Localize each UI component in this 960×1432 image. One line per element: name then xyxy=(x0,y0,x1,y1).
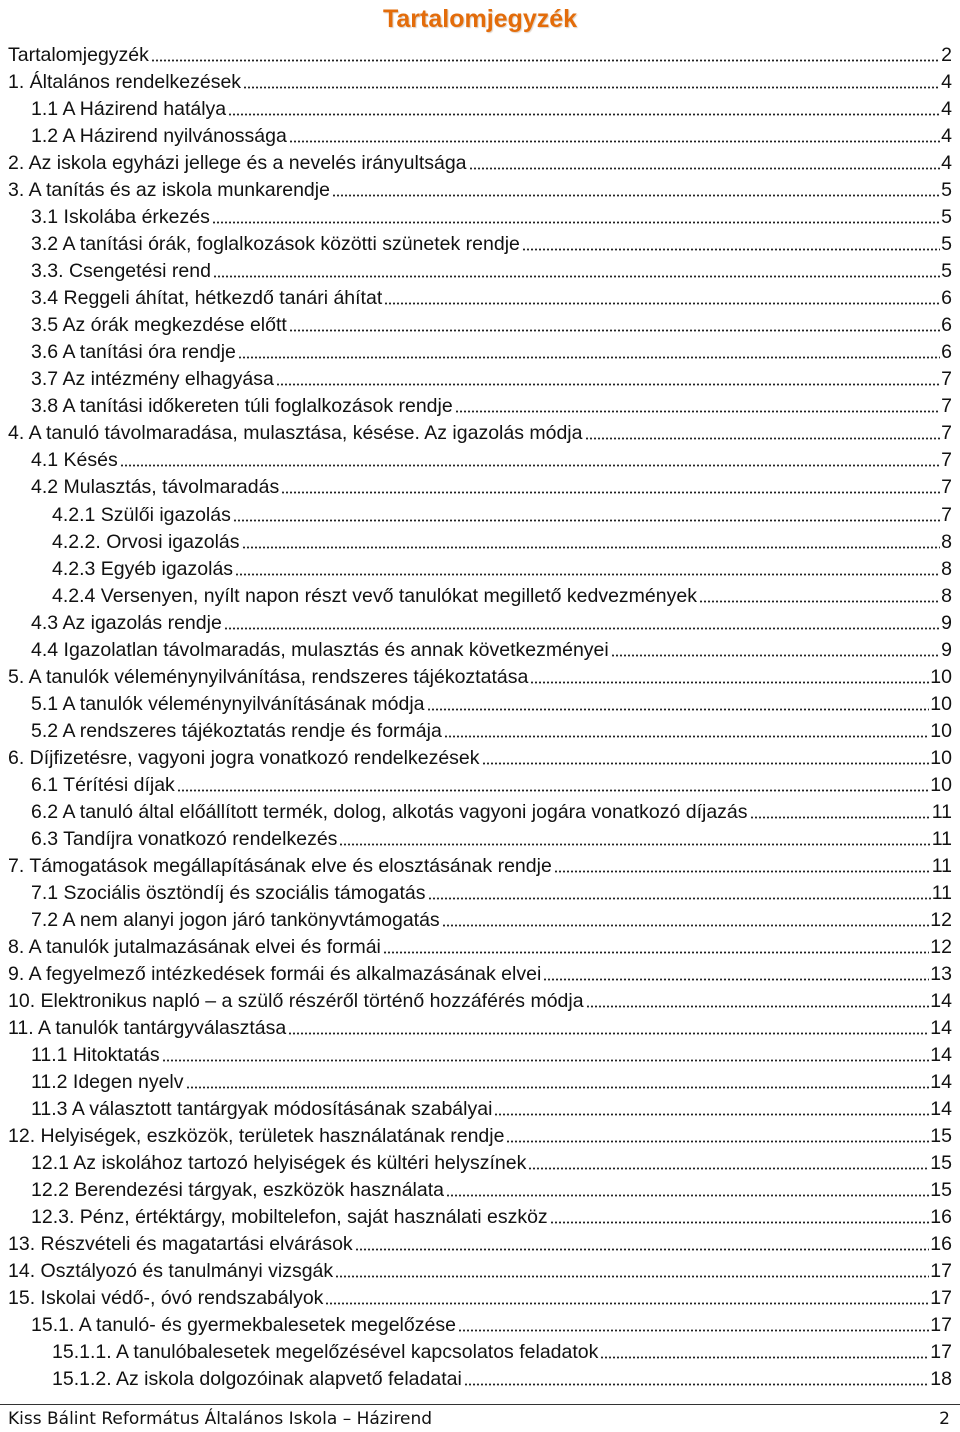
toc-entry[interactable] xyxy=(0,716,952,743)
toc-entry-page: 15 xyxy=(930,1125,952,1148)
toc-entry-page: 11 xyxy=(931,854,952,877)
toc-entry-page: 8 xyxy=(941,530,952,553)
page-footer xyxy=(0,1404,960,1432)
toc-entry-label: 11.2 Idegen nyelv xyxy=(31,1071,184,1094)
toc-entry[interactable] xyxy=(0,1067,952,1094)
toc-entry-page: 8 xyxy=(941,557,952,580)
toc-entry-label: 14. Osztályozó és tanulmányi vizsgák xyxy=(8,1260,334,1283)
toc-entry-label: 15.1.2. Az iskola dolgozóinak alapvető feladatai xyxy=(52,1368,462,1391)
toc-dot-leader xyxy=(586,1005,930,1008)
toc-entry-label: 12.3. Pénz, értéktárgy, mobiltelefon, saját használati eszköz xyxy=(31,1206,548,1229)
toc-dot-leader xyxy=(455,410,940,413)
toc-entry-page: 4 xyxy=(941,152,952,175)
toc-entry-label: 3.6 A tanítási óra rendje xyxy=(31,341,236,364)
toc-entry-page: 16 xyxy=(930,1206,952,1229)
toc-dot-leader xyxy=(750,816,931,819)
toc-entry[interactable] xyxy=(0,608,952,635)
toc-dot-leader xyxy=(469,167,941,170)
toc-entry-page: 4 xyxy=(941,98,952,121)
toc-entry[interactable] xyxy=(0,310,952,337)
toc-entry-label: 4.2.1 Szülői igazolás xyxy=(52,503,231,526)
toc-entry-page: 16 xyxy=(930,1233,952,1256)
toc-entry[interactable] xyxy=(0,824,952,851)
toc-entry-label: 1.1 A Házirend hatálya xyxy=(31,98,227,121)
toc-entry[interactable] xyxy=(0,445,952,472)
toc-entry[interactable] xyxy=(0,797,952,824)
toc-entry[interactable] xyxy=(0,364,952,391)
toc-dot-leader xyxy=(543,978,929,981)
toc-entry-label: 6. Díjfizetésre, vagyoni jogra vonatkozó rendelkezések xyxy=(8,746,480,769)
toc-entry[interactable] xyxy=(0,1148,952,1175)
toc-dot-leader xyxy=(458,1329,929,1332)
toc-dot-leader xyxy=(506,1140,929,1143)
toc-entry[interactable] xyxy=(0,94,952,121)
toc-entry-label: 11.1 Hitoktatás xyxy=(31,1044,160,1067)
toc-entry-page: 6 xyxy=(941,314,952,337)
toc-dot-leader xyxy=(611,654,940,657)
toc-entry[interactable] xyxy=(0,581,952,608)
toc-dot-leader xyxy=(228,113,940,116)
toc-entry-page: 5 xyxy=(941,260,952,283)
toc-entry-label: 15.1.1. A tanulóbalesetek megelőzésével kapcsolatos feladatok xyxy=(52,1341,599,1364)
toc-dot-leader xyxy=(554,870,931,873)
toc-entry[interactable] xyxy=(0,1283,952,1310)
toc-entry-page: 12 xyxy=(930,935,952,958)
toc-dot-leader xyxy=(355,1248,930,1251)
toc-entry-label: 4.2.4 Versenyen, nyílt napon részt vevő tanulókat megillető kedvezmények xyxy=(52,584,697,607)
toc-dot-leader xyxy=(233,519,940,522)
toc-dot-leader xyxy=(151,59,940,62)
toc-entry-label: 6.1 Térítési díjak xyxy=(31,773,175,796)
toc-entry[interactable] xyxy=(0,635,952,662)
toc-entry[interactable] xyxy=(0,1337,952,1364)
toc-entry-label: 4.2 Mulasztás, távolmaradás xyxy=(31,476,280,499)
toc-dot-leader xyxy=(276,383,940,386)
toc-entry-label: 10. Elektronikus napló – a szülő részéről történő hozzáférés módja xyxy=(8,990,584,1013)
toc-entry-page: 17 xyxy=(930,1314,952,1337)
toc-entry-label: 8. A tanulók jutalmazásának elvei és formái xyxy=(8,935,381,958)
toc-dot-leader xyxy=(600,1356,929,1359)
toc-dot-leader xyxy=(177,789,930,792)
toc-dot-leader xyxy=(494,1113,929,1116)
toc-entry-label: 3.1 Iskolába érkezés xyxy=(31,206,210,229)
toc-entry-page: 11 xyxy=(931,881,952,904)
toc-entry-page: 14 xyxy=(930,1017,952,1040)
toc-entry[interactable] xyxy=(0,500,952,527)
toc-dot-leader xyxy=(699,600,940,603)
toc-entry-label: 15.1. A tanuló- és gyermekbalesetek megelőzése xyxy=(31,1314,456,1337)
toc-entry-page: 15 xyxy=(930,1179,952,1202)
toc-entry-label: 3.7 Az intézmény elhagyása xyxy=(31,368,274,391)
toc-entry-page: 7 xyxy=(941,395,952,418)
footer-page-number: 2 xyxy=(939,1409,950,1429)
toc-dot-leader xyxy=(444,735,929,738)
toc-entry-label: Tartalomjegyzék xyxy=(8,44,149,66)
toc-dot-leader xyxy=(530,681,929,684)
toc-entry[interactable] xyxy=(0,905,952,932)
toc-entry[interactable] xyxy=(0,1202,952,1229)
toc-dot-leader xyxy=(335,1275,929,1278)
toc-entry[interactable] xyxy=(0,148,952,175)
toc-entry-page: 6 xyxy=(941,341,952,364)
toc-entry-page: 14 xyxy=(930,1044,952,1067)
toc-entry-label: 12.1 Az iskolához tartozó helyiségek és kültéri helyszínek xyxy=(31,1152,527,1175)
toc-dot-leader xyxy=(212,221,940,224)
toc-entry-label: 7. Támogatások megállapításának elve és elosztásának rendje xyxy=(8,854,552,877)
toc-entry[interactable] xyxy=(0,1040,952,1067)
toc-entry-page: 5 xyxy=(941,179,952,202)
toc-dot-leader xyxy=(243,86,940,89)
toc-entry[interactable] xyxy=(0,67,952,94)
toc-dot-leader xyxy=(585,437,941,440)
toc-entry-label: 6.3 Tandíjra vonatkozó rendelkezés xyxy=(31,827,338,850)
toc-dot-leader xyxy=(383,951,929,954)
toc-dot-leader xyxy=(384,302,940,305)
toc-dot-leader xyxy=(281,491,940,494)
toc-entry-page: 10 xyxy=(930,719,952,742)
toc-entry[interactable] xyxy=(0,283,952,310)
toc-dot-leader xyxy=(289,140,940,143)
toc-dot-leader xyxy=(186,1086,930,1089)
toc-entry-page: 7 xyxy=(941,503,952,526)
toc-entry-page: 14 xyxy=(930,1071,952,1094)
toc-dot-leader xyxy=(446,1194,929,1197)
toc-entry-page: 7 xyxy=(941,368,952,391)
footer-school-name: Kiss Bálint Református Általános Iskola – Házirend xyxy=(8,1409,433,1429)
toc-dot-leader xyxy=(162,1059,930,1062)
toc-entry[interactable] xyxy=(0,418,952,445)
toc-entry-page: 10 xyxy=(930,692,952,715)
toc-dot-leader xyxy=(235,573,940,576)
toc-entry[interactable] xyxy=(0,851,952,878)
toc-entry[interactable] xyxy=(0,1094,952,1121)
toc-entry-page: 8 xyxy=(941,584,952,607)
toc-entry-page: 13 xyxy=(930,963,952,986)
toc-dot-leader xyxy=(522,248,940,251)
toc-entry-page: 2 xyxy=(941,44,952,66)
toc-entry-label: 1. Általános rendelkezések xyxy=(8,71,242,94)
toc-dot-leader xyxy=(428,897,931,900)
toc-entry[interactable] xyxy=(0,175,952,202)
toc-entry-page: 17 xyxy=(930,1341,952,1364)
toc-entry[interactable] xyxy=(0,1121,952,1148)
toc-entry-page: 7 xyxy=(941,422,952,445)
toc-dot-leader xyxy=(427,708,930,711)
toc-entry-label: 15. Iskolai védő-, óvó rendszabályok xyxy=(8,1287,324,1310)
toc-entry-label: 7.2 A nem alanyi jogon járó tankönyvtámogatás xyxy=(31,908,440,931)
toc-entry-label: 11.3 A választott tantárgyak módosításának szabályai xyxy=(31,1098,493,1121)
toc-dot-leader xyxy=(332,194,940,197)
toc-entry-page: 17 xyxy=(930,1287,952,1310)
toc-entry[interactable] xyxy=(0,527,952,554)
toc-entry-label: 4.2.2. Orvosi igazolás xyxy=(52,530,240,553)
toc-entry-label: 1.2 A Házirend nyilvánossága xyxy=(31,125,287,148)
toc-entry-label: 3.5 Az órák megkezdése előtt xyxy=(31,314,287,337)
toc-entry[interactable] xyxy=(0,121,952,148)
toc-entry-label: 12.2 Berendezési tárgyak, eszközök használata xyxy=(31,1179,444,1202)
toc-dot-leader xyxy=(528,1167,929,1170)
toc-entry-label: 3.2 A tanítási órák, foglalkozások közötti szünetek rendje xyxy=(31,233,520,256)
toc-entry-page: 7 xyxy=(941,476,952,499)
toc-entry-label: 2. Az iskola egyházi jellege és a nevelés irányultsága xyxy=(8,152,467,175)
toc-dot-leader xyxy=(288,1032,929,1035)
page-title: Tartalomjegyzék xyxy=(382,5,578,33)
toc-entry-label: 4.3 Az igazolás rendje xyxy=(31,611,222,634)
toc-entry-label: 6.2 A tanuló által előállított termék, dolog, alkotás vagyoni jogára vonatkozó díjazás xyxy=(31,800,748,823)
toc-entry[interactable] xyxy=(0,959,952,986)
toc-entry-label: 13. Részvételi és magatartási elvárások xyxy=(8,1233,353,1256)
toc-entry-page: 4 xyxy=(941,125,952,148)
toc-entry-page: 4 xyxy=(941,71,952,94)
toc-entry[interactable] xyxy=(0,337,952,364)
toc-entry-label: 4.2.3 Egyéb igazolás xyxy=(52,557,234,580)
toc-entry[interactable] xyxy=(0,1310,952,1337)
toc-dot-leader xyxy=(464,1383,930,1386)
toc-entry[interactable] xyxy=(0,1229,952,1256)
toc-entry[interactable] xyxy=(0,1256,952,1283)
toc-entry[interactable] xyxy=(0,229,952,256)
toc-entry[interactable] xyxy=(0,40,952,67)
toc-dot-leader xyxy=(213,275,940,278)
toc-entry-label: 3.3. Csengetési rend xyxy=(31,260,211,283)
toc-entry-page: 9 xyxy=(941,638,952,661)
toc-entry[interactable] xyxy=(0,202,952,229)
toc-entry-label: 9. A fegyelmező intézkedések formái és alkalmazásának elvei xyxy=(8,963,542,986)
toc-entry-label: 11. A tanulók tantárgyválasztása xyxy=(8,1017,287,1040)
toc-entry-label: 3.4 Reggeli áhítat, hétkezdő tanári áhítat xyxy=(31,287,383,310)
toc-entry-label: 5.1 A tanulók véleménynyilvánításának módja xyxy=(31,692,425,715)
toc-entry[interactable] xyxy=(0,1364,952,1391)
toc-dot-leader xyxy=(442,924,930,927)
toc-entry-page: 14 xyxy=(930,990,952,1013)
toc-entry[interactable] xyxy=(0,662,952,689)
toc-entry[interactable] xyxy=(0,689,952,716)
toc-dot-leader xyxy=(339,843,930,846)
toc-entry-label: 4. A tanuló távolmaradása, mulasztása, késése. Az igazolás módja xyxy=(8,422,583,445)
toc-entry-label: 5. A tanulók véleménynyilvánítása, rendszeres tájékoztatása xyxy=(8,665,529,688)
toc-entry-page: 9 xyxy=(941,611,952,634)
toc-entry-label: 4.1 Késés xyxy=(31,449,118,472)
toc-entry[interactable] xyxy=(0,1013,952,1040)
toc-entry-page: 18 xyxy=(930,1368,952,1391)
toc-dot-leader xyxy=(550,1221,930,1224)
toc-entry[interactable] xyxy=(0,770,952,797)
toc-entry[interactable] xyxy=(0,932,952,959)
toc-entry-label: 5.2 A rendszeres tájékoztatás rendje és formája xyxy=(31,719,442,742)
toc-dot-leader xyxy=(120,464,940,467)
toc-entry-label: 4.4 Igazolatlan távolmaradás, mulasztás és annak következményei xyxy=(31,638,609,661)
toc-entry[interactable] xyxy=(0,878,952,905)
toc-entry-label: 3.8 A tanítási időkereten túli foglalkozások rendje xyxy=(31,395,453,418)
toc-entry[interactable] xyxy=(0,472,952,499)
toc-entry[interactable] xyxy=(0,1175,952,1202)
toc-entry-page: 10 xyxy=(930,746,952,769)
toc-entry-page: 15 xyxy=(930,1152,952,1175)
toc-dot-leader xyxy=(482,762,930,765)
toc-entry-page: 5 xyxy=(941,233,952,256)
toc-entry[interactable] xyxy=(0,256,952,283)
toc-entry-label: 3. A tanítás és az iskola munkarendje xyxy=(8,179,330,202)
toc-entry[interactable] xyxy=(0,391,952,418)
toc-entry-label: 12. Helyiségek, eszközök, területek használatának rendje xyxy=(8,1125,505,1148)
toc-entry-page: 10 xyxy=(930,665,952,688)
toc-entry[interactable] xyxy=(0,986,952,1013)
toc-dot-leader xyxy=(224,627,940,630)
toc-entry-label: 7.1 Szociális ösztöndíj és szociális támogatás xyxy=(31,881,426,904)
toc-entry-page: 12 xyxy=(930,908,952,931)
toc-entry-page: 11 xyxy=(931,800,952,823)
toc-entry-page: 7 xyxy=(941,449,952,472)
toc-entry-page: 10 xyxy=(930,773,952,796)
toc-dot-leader xyxy=(325,1302,929,1305)
toc-entry[interactable] xyxy=(0,554,952,581)
toc-dot-leader xyxy=(289,329,940,332)
toc-dot-leader xyxy=(242,546,941,549)
toc-dot-leader xyxy=(238,356,940,359)
toc-entry-page: 14 xyxy=(930,1098,952,1121)
toc-entry-page: 11 xyxy=(931,827,952,850)
toc-entry-page: 17 xyxy=(930,1260,952,1283)
toc-entry-page: 5 xyxy=(941,206,952,229)
toc-entry-page: 6 xyxy=(941,287,952,310)
toc-entry[interactable] xyxy=(0,743,952,770)
